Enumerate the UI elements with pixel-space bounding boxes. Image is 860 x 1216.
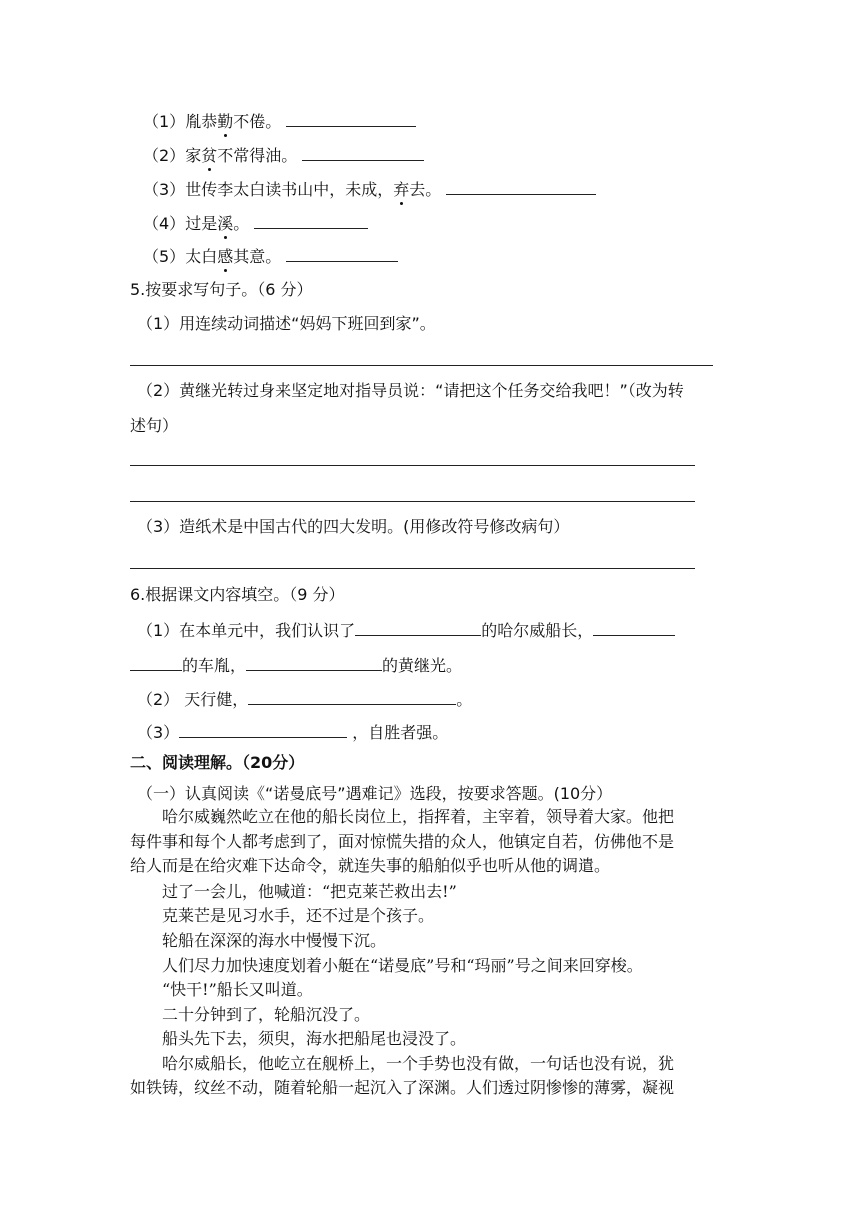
answer-blank[interactable]: [446, 178, 596, 195]
passage-line: 船头先下去，须臾，海水把船尾也浸没了。: [162, 1029, 467, 1048]
q5-sub2-line2: 述句）: [130, 416, 179, 435]
passage-line: 给人而是在给灾难下达命令，就连失事的船舶似乎也听从他的调遣。: [130, 856, 611, 875]
q6-title: 6.根据课文内容填空。（9 分）: [130, 585, 345, 604]
q4-item-1: （1）胤恭勤不倦。: [143, 110, 416, 132]
passage-line: 哈尔威船长，他屹立在舰桥上，一个手势也没有做，一句话也没有说，犹: [162, 1054, 675, 1073]
q5-title: 5.按要求写句子。（6 分）: [130, 280, 313, 299]
q4-item-3: （3）世传李太白读书山中，未成，弃去。: [143, 178, 596, 200]
answer-blank[interactable]: [130, 654, 182, 671]
passage-line: 人们尽力加快速度划着小艇在“诺曼底”号和“玛丽”号之间来回穿梭。: [162, 956, 643, 975]
emphasis-dot-char: 溪: [217, 214, 234, 233]
emphasis-dot-char: 感: [217, 247, 234, 266]
q5-sub1: （1）用连续动词描述“妈妈下班回到家”。: [137, 314, 436, 333]
answer-blank[interactable]: [246, 654, 382, 671]
answer-blank[interactable]: [355, 619, 481, 636]
q5-sub2-line1: （2）黄继光转过身来坚定地对指导员说：“请把这个任务交给我吧！”（改为转: [137, 381, 684, 400]
section-2-heading: 二、阅读理解。（20分）: [130, 753, 305, 772]
q6-sub1-line2: 的车胤， 的黄继光。: [130, 654, 462, 676]
answer-blank[interactable]: [286, 110, 416, 127]
passage-line: 哈尔威巍然屹立在他的船长岗位上，指挥着，主宰着，领导着大家。他把: [162, 807, 675, 826]
emphasis-dot-char: 弃: [393, 180, 410, 199]
q4-item-4: （4）过是溪。: [143, 212, 368, 234]
q6-sub3: （3） ，自胜者强。: [137, 723, 449, 742]
answer-line[interactable]: [130, 365, 713, 366]
passage-line: 每件事和每个人都考虑到了，面对惊慌失措的众人，他镇定自若，仿佛他不是: [130, 832, 675, 851]
reading-part-1-title: （一）认真阅读《“诺曼底号”遇难记》选段，按要求答题。(10分）: [137, 784, 613, 803]
passage-line: 二十分钟到了，轮船沉没了。: [162, 1005, 371, 1024]
answer-line[interactable]: [130, 465, 695, 466]
answer-blank[interactable]: [254, 212, 368, 229]
answer-blank[interactable]: [286, 245, 398, 262]
q5-sub3: （3）造纸术是中国古代的四大发明。(用修改符号修改病句）: [137, 517, 570, 536]
answer-blank[interactable]: [179, 721, 347, 738]
answer-blank[interactable]: [248, 688, 456, 705]
passage-line: “快干!”船长又叫道。: [162, 980, 313, 999]
q4-item-5: （5）太白感其意。: [143, 245, 398, 267]
passage-line: 轮船在深深的海水中慢慢下沉。: [162, 931, 387, 950]
passage-line: 如铁铸，纹丝不动，随着轮船一起沉入了深渊。人们透过阴惨惨的薄雾，凝视: [130, 1078, 675, 1097]
emphasis-dot-char: 勤: [217, 112, 234, 131]
answer-line[interactable]: [130, 501, 695, 502]
passage-line: 克莱芒是见习水手，还不过是个孩子。: [162, 906, 435, 925]
emphasis-dot-char: 贫: [201, 146, 218, 165]
q6-sub1-line1: （1）在本单元中，我们认识了 的哈尔威船长，: [137, 619, 675, 641]
q6-sub2: （2） 天行健， 。: [137, 690, 473, 709]
q4-item-2: （2）家贫不常得油。: [143, 144, 424, 166]
passage-line: 过了一会儿，他喊道：“把克莱芒救出去!”: [162, 882, 457, 901]
answer-blank[interactable]: [302, 144, 424, 161]
answer-blank[interactable]: [593, 619, 675, 636]
answer-line[interactable]: [130, 568, 695, 569]
